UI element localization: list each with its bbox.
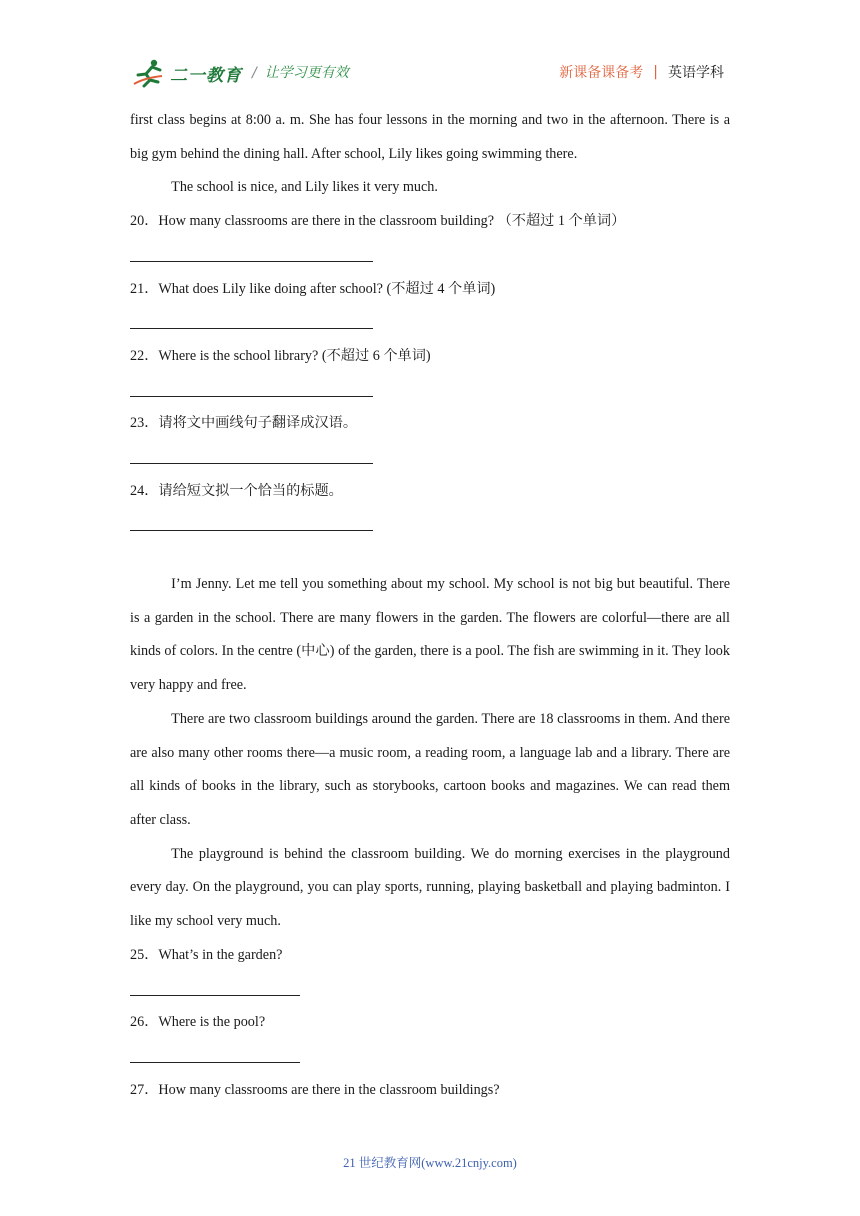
- question-22: 22．Where is the school library? (不超过 6 个单词): [130, 347, 431, 364]
- question-24: 24．请给短文拟一个恰当的标题。: [130, 482, 343, 499]
- answer-line[interactable]: [130, 239, 730, 273]
- page-footer[interactable]: 21 世纪教育网(www.21cnjy.com): [343, 1156, 517, 1170]
- answer-line[interactable]: [130, 306, 730, 340]
- passage2-paragraph: There are two classroom buildings around the garden. There are 18 classrooms in them. And there are also many other rooms there—a music room, a reading room, a language lab and a library. There are all kinds of books in the library, such as storybooks, cartoon books and magazines. We can read them after class.: [130, 710, 730, 828]
- passage2-paragraph: I’m Jenny. Let me tell you something about my school. My school is not big but beautiful. There is a garden in the school. There are many flowers in the garden. The flowers are colorful—there are all kinds of colors. In the centre (中心) of the garden, there is a pool. The fish are swimming in it. They look very happy and free.: [130, 576, 730, 694]
- runner-logo-icon: [132, 58, 168, 88]
- slogan-slash: /: [252, 65, 257, 81]
- page-header: [0, 0, 860, 100]
- slogan-text: 让学习更有效: [264, 65, 349, 81]
- subject-tag: 英语学科: [668, 65, 724, 81]
- logo: [132, 58, 242, 88]
- answer-line[interactable]: [130, 1040, 730, 1074]
- header-divider: |: [653, 64, 658, 80]
- answer-line[interactable]: [130, 441, 730, 475]
- passage2-paragraph: The playground is behind the classroom building. We do morning exercises in the playground every day. On the playground, you can play sports, running, playing basketball and playing badminton. I like my school very much.: [130, 845, 730, 930]
- question-23: 23．请将文中画线句子翻译成汉语。: [130, 415, 358, 432]
- answer-line[interactable]: [130, 508, 730, 542]
- slogan: [252, 62, 349, 82]
- section-gap: [130, 542, 730, 568]
- passage1-paragraph: The school is nice, and Lily likes it very much.: [171, 179, 438, 196]
- question-26: 26．Where is the pool?: [130, 1014, 266, 1031]
- question-27: 27．How many classrooms are there in the classroom buildings?: [130, 1081, 500, 1098]
- logo-text: 二一教育: [170, 65, 242, 86]
- question-25: 25．What’s in the garden?: [130, 946, 283, 963]
- passage1-paragraph: first class begins at 8:00 a. m. She has four lessons in the morning and two in the afternoon. There is a big gym behind the dining hall. After school, Lily likes going swimming there.: [130, 112, 730, 162]
- answer-line[interactable]: [130, 374, 730, 408]
- course-tag: 新课备课备考: [559, 65, 644, 81]
- answer-line[interactable]: [130, 973, 730, 1007]
- question-21: 21．What does Lily like doing after school? (不超过 4 个单词): [130, 280, 496, 297]
- document-body: [130, 104, 730, 1107]
- question-20: 20．How many classrooms are there in the classroom building? （不超过 1 个单词）: [130, 213, 626, 230]
- header-tags: [559, 62, 724, 82]
